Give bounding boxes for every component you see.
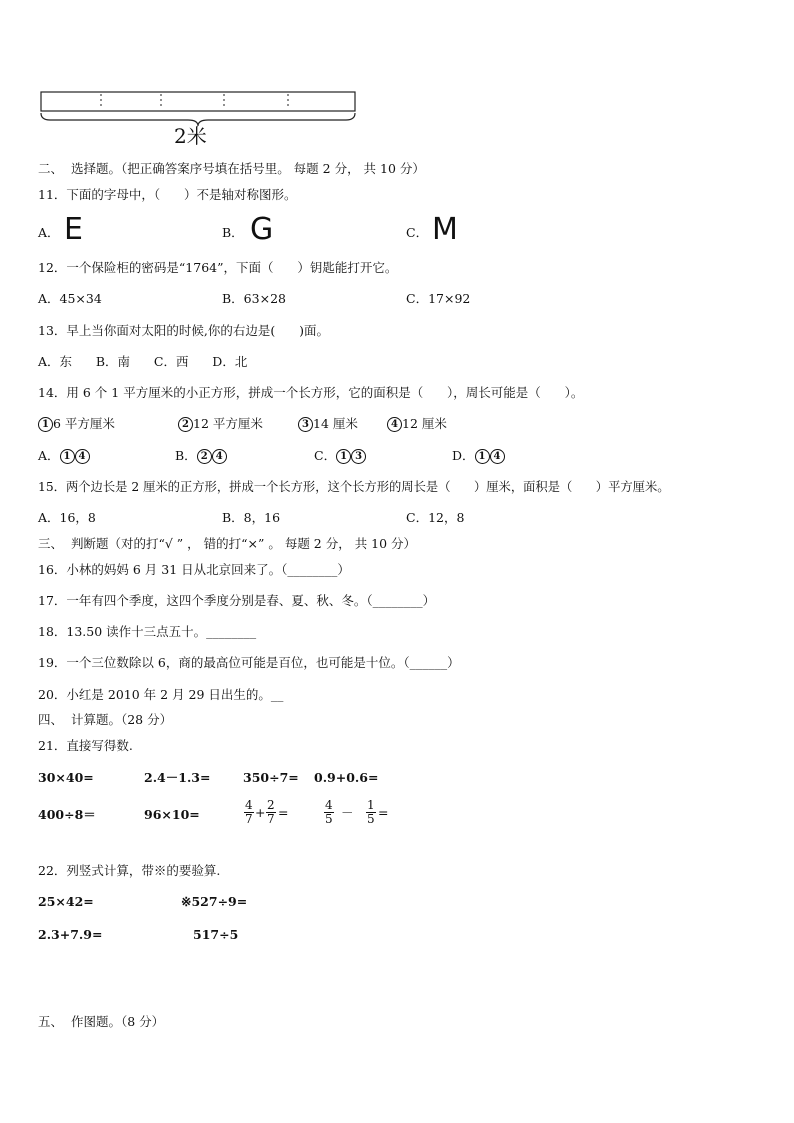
q11-option-a-letter: E — [64, 212, 83, 247]
q15-option-b: B．8，16 — [222, 510, 281, 525]
q12-option-c: C．17×92 — [406, 291, 471, 306]
q14-item-2 — [178, 415, 263, 433]
q14-item-4-text: 12 厘米 — [402, 416, 447, 431]
q14-item-3-text: 14 厘米 — [313, 416, 358, 431]
question-22: 22．列竖式计算，带※的要验算. — [38, 863, 221, 878]
q11-option-a-label: A． — [38, 225, 60, 240]
fraction — [366, 799, 376, 826]
denominator: 7 — [245, 812, 253, 826]
circled-number: 1 — [336, 449, 351, 464]
question-14: 14．用 6 个 1 平方厘米的小正方形，拼成一个长方形，它的面积是（ ），周长可能是（ ）。 — [38, 385, 584, 400]
circled-number: 3 — [351, 449, 366, 464]
q11-option-b-label: B． — [222, 225, 244, 240]
circled-number: 4 — [212, 449, 227, 464]
q14-option-c — [314, 447, 366, 465]
q14-option-a-label: A． — [38, 448, 60, 463]
q12-option-b: B．63×28 — [222, 291, 286, 306]
minus-sign: － — [341, 805, 354, 820]
circled-number: 4 — [387, 417, 402, 432]
q22-item-2: ※527÷9= — [181, 894, 248, 909]
section-3-title: 三、 判断题（对的打“√ ” ， 错的打“×” 。 每题 2 分， 共 10 分） — [38, 536, 417, 551]
question-19: 19．一个三位数除以 6，商的最高位可能是百位，也可能是十位。（______） — [38, 655, 460, 670]
circled-number: 2 — [197, 449, 212, 464]
numerator: 4 — [245, 798, 253, 812]
q14-item-4 — [387, 415, 447, 433]
equals-sign: = — [378, 805, 389, 820]
q14-item-2-text: 12 平方厘米 — [193, 416, 263, 431]
circled-number: 3 — [298, 417, 313, 432]
question-20: 20．小红是 2010 年 2 月 29 日出生的。__ — [38, 687, 284, 702]
q22-item-4: 517÷5 — [193, 927, 239, 942]
q21-item-3: 350÷7= — [243, 770, 299, 785]
plus-sign: + — [255, 805, 266, 820]
numerator: 1 — [367, 798, 375, 812]
q14-item-1 — [38, 415, 115, 433]
q14-item-1-text: 6 平方厘米 — [53, 416, 115, 431]
q22-item-1: 25×42= — [38, 894, 94, 909]
circled-number: 1 — [60, 449, 75, 464]
q21-item-6: 96×10= — [144, 807, 200, 822]
q21-item-2: 2.4－1.3= — [144, 770, 211, 785]
q11-option-c-letter: M — [432, 212, 458, 247]
question-12: 12．一个保险柜的密码是“1764”，下面（ ）钥匙能打开它。 — [38, 260, 398, 275]
denominator: 5 — [367, 812, 375, 826]
fraction — [324, 799, 334, 826]
q14-option-c-label: C． — [314, 448, 337, 463]
denominator: 5 — [325, 812, 333, 826]
q11-option-c-label: C． — [406, 225, 429, 240]
q14-option-d — [452, 447, 505, 465]
q11-option-b-letter: G — [250, 212, 274, 247]
q21-item-5: 400÷8＝ — [38, 807, 96, 822]
q15-option-c: C．12，8 — [406, 510, 465, 525]
figure-length-label: 2米 — [174, 124, 207, 148]
question-15: 15．两个边长是 2 厘米的正方形，拼成一个长方形，这个长方形的周长是（ ）厘米，面积是（ ）平方厘米。 — [38, 480, 670, 494]
section-5-title: 五、 作图题。（8 分） — [38, 1014, 165, 1029]
equals-sign: = — [278, 805, 289, 820]
q14-option-d-label: D． — [452, 448, 475, 463]
q14-option-b — [175, 447, 227, 465]
circled-number: 1 — [475, 449, 490, 464]
section-4-title: 四、 计算题。（28 分） — [38, 712, 173, 727]
question-16: 16．小林的妈妈 6 月 31 日从北京回来了。（________） — [38, 562, 350, 577]
q15-option-a: A．16，8 — [38, 510, 96, 525]
question-18: 18．13.50 读作十三点五十。________ — [38, 624, 257, 639]
question-21: 21．直接写得数. — [38, 738, 133, 753]
numerator: 4 — [325, 798, 333, 812]
q12-option-a: A．45×34 — [38, 291, 102, 306]
q14-option-b-label: B． — [175, 448, 197, 463]
section-2-title: 二、 选择题。（把正确答案序号填在括号里。 每题 2 分， 共 10 分） — [38, 161, 425, 176]
question-11: 11．下面的字母中，（ ）不是轴对称图形。 — [38, 187, 297, 202]
q14-option-a — [38, 447, 90, 465]
q14-item-3 — [298, 415, 358, 433]
q21-item-4: 0.9+0.6= — [314, 770, 379, 785]
q21-item-1: 30×40= — [38, 770, 94, 785]
q22-item-3: 2.3+7.9= — [38, 927, 103, 942]
denominator: 7 — [267, 812, 275, 826]
circled-number: 4 — [75, 449, 90, 464]
circled-number: 4 — [490, 449, 505, 464]
circled-number: 1 — [38, 417, 53, 432]
fraction — [244, 799, 254, 826]
question-13: 13．早上当你面对太阳的时候,你的右边是( )面。 — [38, 323, 329, 338]
question-17: 17．一年有四个季度，这四个季度分别是春、夏、秋、冬。（________） — [38, 593, 436, 608]
q13-options: A．东 B．南 C．西 D．北 — [38, 354, 248, 369]
circled-number: 2 — [178, 417, 193, 432]
fraction — [266, 799, 276, 826]
numerator: 2 — [267, 798, 275, 812]
